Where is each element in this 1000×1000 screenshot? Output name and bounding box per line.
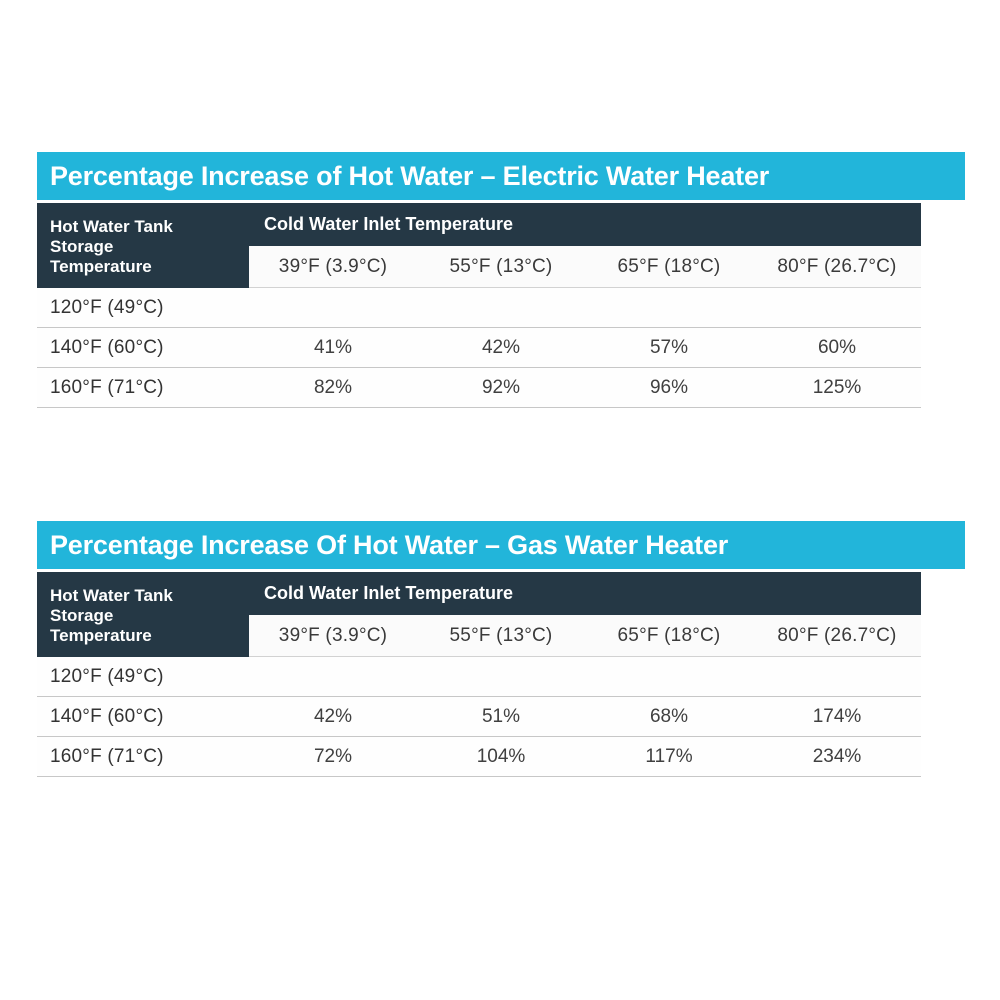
value-cell: 57% xyxy=(649,336,689,358)
column-header-row xyxy=(249,615,921,657)
table-row-160f xyxy=(37,737,921,777)
column-header-80f: 80°F (26.7°C) xyxy=(777,255,897,277)
value-cell: 92% xyxy=(481,376,521,398)
value-cell: 41% xyxy=(313,336,353,358)
electric-table-grid xyxy=(37,203,921,408)
row-label: 140°F (60°C) xyxy=(50,336,164,358)
value-cell: 82% xyxy=(313,376,353,398)
value-cell: 125% xyxy=(812,376,862,398)
row-label: 140°F (60°C) xyxy=(50,705,164,727)
value-cell: 174% xyxy=(812,705,862,727)
column-header-39f: 39°F (3.9°C) xyxy=(278,255,388,277)
table-row-120f xyxy=(37,288,921,328)
column-header-65f: 65°F (18°C) xyxy=(617,255,721,277)
row-header-label: Hot Water Tank Storage Temperature xyxy=(37,203,249,288)
value-cell: 234% xyxy=(812,745,862,767)
row-label: 120°F (49°C) xyxy=(50,665,164,687)
row-label: 160°F (71°C) xyxy=(50,745,164,767)
column-header-55f: 55°F (13°C) xyxy=(449,255,553,277)
gas-table-title: Percentage Increase Of Hot Water – Gas Water Heater xyxy=(50,529,729,560)
column-group-header: Cold Water Inlet Temperature xyxy=(249,572,921,615)
column-header-65f: 65°F (18°C) xyxy=(617,624,721,646)
value-cell: 51% xyxy=(481,705,521,727)
table-row-120f xyxy=(37,657,921,697)
electric-table-title-bar xyxy=(37,152,965,200)
table-row-160f xyxy=(37,368,921,408)
row-label: 160°F (71°C) xyxy=(50,376,164,398)
value-cell: 117% xyxy=(645,745,693,767)
table-row-140f xyxy=(37,328,921,368)
value-cell: 68% xyxy=(649,705,689,727)
table-row-140f xyxy=(37,697,921,737)
gas-table-title-bar xyxy=(37,521,965,569)
row-label: 120°F (49°C) xyxy=(50,296,164,318)
electric-table-header xyxy=(37,203,921,288)
electric-table-title: Percentage Increase of Hot Water – Electric Water Heater xyxy=(50,160,770,191)
value-cell: 104% xyxy=(476,745,526,767)
value-cell: 96% xyxy=(649,376,689,398)
column-header-55f: 55°F (13°C) xyxy=(449,624,553,646)
gas-table-header xyxy=(37,572,921,657)
value-cell: 42% xyxy=(313,705,353,727)
column-header-area xyxy=(249,203,921,288)
value-cell: 42% xyxy=(481,336,521,358)
row-header-label: Hot Water Tank Storage Temperature xyxy=(37,572,249,657)
gas-heater-table xyxy=(37,521,965,777)
electric-heater-table xyxy=(37,152,965,408)
gas-table-grid xyxy=(37,572,921,777)
value-cell: 72% xyxy=(313,745,353,767)
column-header-80f: 80°F (26.7°C) xyxy=(777,624,897,646)
column-group-header: Cold Water Inlet Temperature xyxy=(249,203,921,246)
column-header-area xyxy=(249,572,921,657)
column-header-39f: 39°F (3.9°C) xyxy=(278,624,388,646)
value-cell: 60% xyxy=(817,336,857,358)
column-header-row xyxy=(249,246,921,288)
